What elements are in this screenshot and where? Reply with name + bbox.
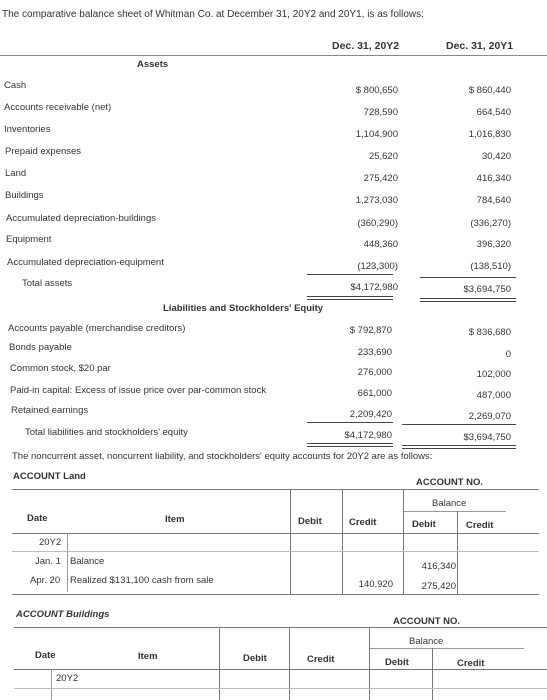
header-rule — [0, 55, 547, 56]
column-credit: Credit — [307, 654, 335, 665]
column-date: Date — [27, 513, 48, 524]
liability-value-20y2: 276,000 — [357, 367, 392, 378]
asset-value-20y2: (123,300) — [357, 261, 398, 272]
liability-value-20y1: 102,000 — [476, 369, 511, 380]
ledger-bottom-rule — [12, 594, 539, 595]
vrule — [289, 627, 290, 700]
row-balance-debit: 275,420 — [421, 581, 456, 592]
balance-header: Balance — [432, 498, 467, 509]
asset-value-20y2: 25,620 — [368, 151, 398, 162]
asset-value-20y2: 275,420 — [363, 173, 398, 184]
row-item: Realized $131,100 cash from sale — [70, 575, 214, 586]
asset-value-20y1: 664,540 — [476, 107, 511, 118]
asset-value-20y1: $ 860,440 — [468, 85, 511, 96]
row-item: Balance — [70, 556, 105, 567]
column-credit: Credit — [349, 517, 377, 528]
column-date: Date — [35, 650, 56, 661]
liability-label: Retained earnings — [11, 405, 89, 416]
liability-value-20y2: 233,690 — [357, 347, 392, 358]
total-liabilities-20y1: $3,694,750 — [463, 432, 511, 443]
column-debit: Debit — [298, 516, 322, 527]
column-balance-debit: Debit — [385, 657, 409, 668]
liability-label: Common stock, $20 par — [10, 363, 111, 374]
liability-label: Accounts payable (merchandise creditors) — [8, 323, 186, 334]
asset-value-20y2: 1,104,900 — [355, 129, 398, 140]
balance-top-rule — [369, 648, 524, 649]
asset-value-20y2: (360,290) — [357, 218, 398, 229]
ledger-year: 20Y2 — [39, 537, 62, 548]
column-item: Item — [138, 651, 158, 662]
total-liab-rule-20y1 — [402, 445, 516, 449]
total-rule-20y2 — [307, 296, 393, 300]
header-bottom-rule — [12, 533, 539, 534]
asset-label: Equipment — [6, 234, 52, 245]
ledger-top-rule — [14, 627, 547, 628]
vrule — [67, 534, 68, 592]
vrule — [457, 511, 458, 595]
asset-label: Accumulated depreciation-buildings — [6, 213, 156, 224]
ledger-top-rule — [12, 489, 539, 490]
liability-value-20y1: 487,000 — [476, 390, 511, 401]
column-balance-credit: Credit — [466, 520, 494, 531]
asset-label: Buildings — [5, 190, 44, 201]
vrule — [51, 670, 52, 700]
asset-label: Cash — [4, 80, 27, 91]
vrule — [290, 489, 291, 595]
liabilities-heading: Liabilities and Stockholders' Equity — [163, 303, 324, 314]
liability-label: Bonds payable — [9, 342, 72, 353]
asset-label: Inventories — [4, 124, 51, 135]
row-balance-debit: 416,340 — [421, 561, 456, 572]
vrule — [432, 648, 433, 700]
account-number-label: ACCOUNT NO. — [393, 616, 461, 627]
asset-value-20y1: 30,420 — [481, 151, 511, 162]
liability-value-20y1: $ 836,680 — [468, 327, 511, 338]
subtotal-rule-liab-20y1 — [402, 424, 516, 425]
liability-value-20y1: 0 — [505, 349, 511, 360]
row-date: Apr. 20 — [30, 575, 61, 586]
asset-value-20y1: (336,270) — [470, 218, 511, 229]
column-debit: Debit — [243, 653, 267, 664]
vrule — [342, 489, 343, 595]
row-rule — [12, 551, 539, 552]
asset-value-20y2: 728,590 — [363, 107, 398, 118]
asset-label: Accounts receivable (net) — [4, 102, 112, 113]
asset-value-20y1: (138,510) — [470, 261, 511, 272]
total-assets-20y1: $3,694,750 — [463, 284, 511, 295]
column-header-20y2: Dec. 31, 20Y2 — [332, 40, 400, 52]
ledger-title: ACCOUNT Buildings — [16, 609, 110, 620]
total-assets-20y2: $4,172,980 — [350, 282, 398, 293]
asset-label: Accumulated depreciation-equipment — [7, 257, 164, 268]
vrule — [219, 627, 220, 700]
asset-value-20y1: 1,016,830 — [468, 129, 511, 140]
column-header-20y1: Dec. 31, 20Y1 — [446, 40, 514, 52]
liability-value-20y2: $ 792,870 — [349, 325, 392, 336]
row-rule — [14, 688, 547, 689]
total-liab-rule-20y2 — [307, 443, 393, 447]
asset-value-20y1: 416,340 — [476, 173, 511, 184]
vrule — [403, 489, 404, 595]
liability-value-20y2: 2,209,420 — [349, 409, 392, 420]
column-item: Item — [165, 514, 185, 525]
ledger-year: 20Y2 — [56, 673, 79, 684]
column-balance-debit: Debit — [412, 519, 436, 530]
row-credit: 140,920 — [358, 579, 393, 590]
total-assets-label: Total assets — [22, 278, 73, 289]
asset-label: Land — [5, 168, 27, 179]
asset-value-20y2: 1,273,030 — [355, 195, 398, 206]
balance-top-rule — [403, 511, 506, 512]
account-number-label: ACCOUNT NO. — [416, 477, 484, 488]
intro-text: The comparative balance sheet of Whitman Co. at December 31, 20Y2 and 20Y1, is as follows: — [2, 9, 424, 20]
asset-value-20y1: 396,320 — [476, 239, 511, 250]
header-bottom-rule — [14, 669, 547, 670]
total-liabilities-label: Total liabilities and stockholders' equity — [25, 427, 188, 438]
assets-heading: Assets — [137, 59, 169, 70]
vrule — [369, 627, 370, 700]
asset-label: Prepaid expenses — [5, 146, 82, 157]
subtotal-rule-20y1 — [420, 277, 516, 278]
total-liabilities-20y2: $4,172,980 — [344, 430, 392, 441]
column-balance-credit: Credit — [457, 658, 485, 669]
asset-value-20y2: $ 800,650 — [355, 85, 398, 96]
liability-value-20y1: 2,269,070 — [468, 411, 511, 422]
subtotal-rule-liab-20y2 — [307, 422, 393, 423]
subtotal-rule-20y2 — [307, 274, 393, 275]
liability-label: Paid-in capital: Excess of issue price over par-common stock — [10, 385, 267, 396]
total-rule-20y1 — [420, 298, 516, 302]
balance-header: Balance — [409, 636, 444, 647]
asset-value-20y1: 784,640 — [476, 195, 511, 206]
ledger-title: ACCOUNT Land — [13, 471, 86, 482]
asset-value-20y2: 448,360 — [363, 239, 398, 250]
row-date: Jan. 1 — [35, 556, 61, 567]
liability-value-20y2: 661,000 — [357, 388, 392, 399]
noncurrent-note: The noncurrent asset, noncurrent liability, and stockholders' equity accounts for 20Y2 are as follows: — [12, 451, 433, 462]
